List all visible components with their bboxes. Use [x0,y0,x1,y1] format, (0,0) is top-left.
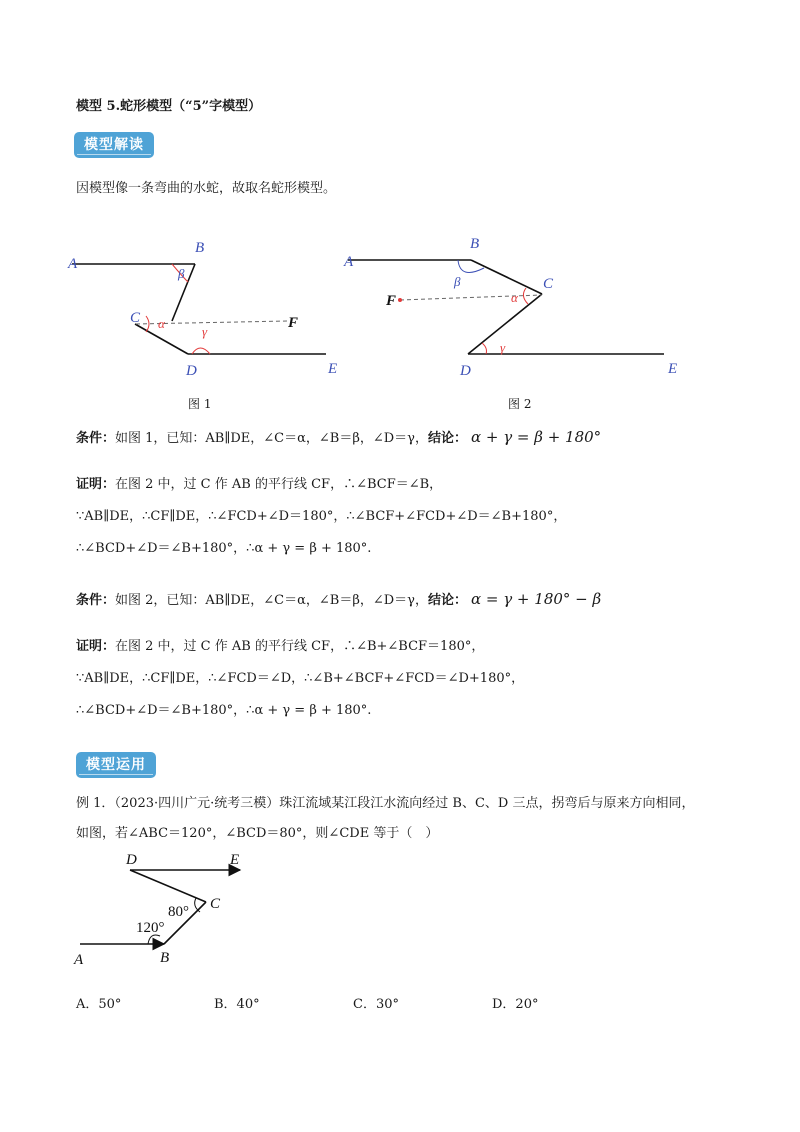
option-a[interactable]: A．50° [76,997,122,1012]
example-label-c: C [210,896,221,912]
block2-proof-text1: 在图 2 中，过 C 作 AB 的平行线 CF，∴∠B+∠BCF＝180°， [115,639,485,654]
fig2-point-f [398,298,402,302]
block2-condition-label: 条件： [76,593,116,608]
example-segment-dc [130,870,206,902]
intro-text: 因模型像一条弯曲的水蛇，故取名蛇形模型。 [76,181,337,196]
block2-proof-line2: ∵AB∥DE，∴CF∥DE，∴∠FCD＝∠D，∴∠B+∠BCF+∠FCD＝∠D+180°， [76,671,525,686]
fig2-line-cf [400,295,542,300]
fig2-label-c: C [543,276,554,292]
fig1-greek-gamma: γ [202,324,208,339]
fig1-greek-alpha: α [158,316,165,331]
block1-condition-line [76,428,601,448]
block1-proof-line2: ∵AB∥DE，∴CF∥DE，∴∠FCD+∠D＝180°，∴∠BCF+∠FCD+∠D＝∠B+180°， [76,509,567,524]
block1-conclusion-label: 结论： [427,431,467,446]
example-angle-b: 120° [136,920,165,936]
fig1-label-a: A [68,256,78,272]
example-angle-c: 80° [168,904,189,920]
example-line1: 例 1．（2023·四川广元·统考三模）珠江流域某江段江水流向经过 B、C、D 三点，拐弯后与原来方向相同， [76,796,695,811]
fig2-label-a: A [344,254,354,270]
fig2-arc-beta [458,260,484,273]
block1-condition-text: 如图 1，已知：AB∥DE，∠C＝α，∠B＝β，∠D＝γ， [115,431,428,446]
example-label-d: D [126,852,137,868]
fig1-label-c: C [130,310,141,326]
example-line2: 如图，若∠ABC＝120°，∠BCD＝80°，则∠CDE 等于（ ） [76,826,439,841]
fig1-label-f: F [288,315,299,331]
example-label-a: A [74,952,84,968]
block2-condition-line [76,590,601,610]
block2-proof-line1 [76,638,484,656]
option-d[interactable]: D．20° [492,997,539,1012]
figure-1 [60,228,360,388]
figure-1-caption: 图 1 [188,397,212,411]
option-b[interactable]: B．40° [214,997,260,1012]
example-label-e: E [230,852,240,868]
fig1-label-b: B [195,240,205,256]
fig2-arc-gamma [482,343,487,354]
fig2-greek-alpha: α [511,290,518,305]
fig2-label-b: B [470,236,480,252]
block2-proof-line3: ∴∠BCD+∠D＝∠B+180°，∴α + γ = β + 180°. [76,703,372,718]
block2-condition-text: 如图 2，已知：AB∥DE，∠C＝α，∠B＝β，∠D＝γ， [115,593,428,608]
fig2-label-e: E [668,361,678,377]
block1-proof-line3: ∴∠BCD+∠D＝∠B+180°，∴α + γ = β + 180°. [76,541,372,556]
fig1-label-d: D [186,363,197,379]
fig2-line-bc [471,260,542,294]
block2-conclusion-formula: α = γ + 180° − β [470,590,602,608]
fig2-label-d: D [460,363,471,379]
block2-conclusion-label: 结论： [427,593,467,608]
example-label-b: B [160,950,170,966]
block1-conclusion-formula: α + γ = β + 180° [470,428,602,446]
block1-proof-line1 [76,476,442,494]
figure-2-caption: 图 2 [508,397,532,411]
example-arc-b [148,935,160,944]
fig1-label-e: E [328,361,338,377]
block1-condition-label: 条件： [76,431,116,446]
option-c[interactable]: C．30° [353,997,399,1012]
fig2-greek-gamma: γ [500,340,506,355]
fig2-greek-beta: β [454,274,461,289]
fig1-arc-gamma [192,348,210,354]
example-figure [60,848,280,973]
figure-2 [336,228,696,388]
block1-proof-label: 证明： [76,477,116,492]
section-heading: 模型 5.蛇形模型（“5”字模型） [76,99,262,114]
fig2-label-f: F [386,293,397,309]
block1-proof-text1: 在图 2 中，过 C 作 AB 的平行线 CF，∴∠BCF＝∠B， [115,477,443,492]
badge-model-apply: 模型运用 [76,752,156,778]
badge-model-interpret: 模型解读 [74,132,154,158]
fig1-greek-beta: β [178,266,185,281]
block2-proof-label: 证明： [76,639,116,654]
